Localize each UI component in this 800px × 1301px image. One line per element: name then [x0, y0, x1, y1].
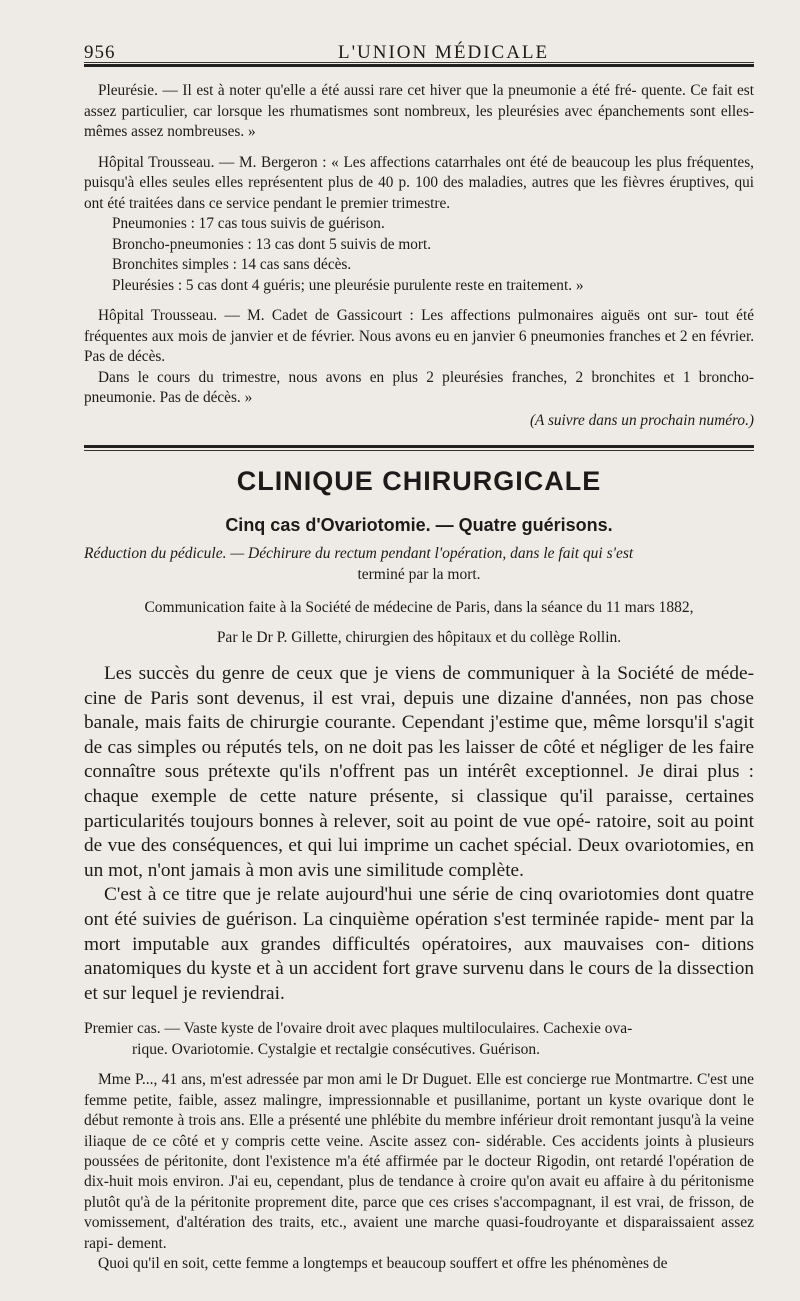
pleuresie-paragraph: Pleurésie. — Il est à noter qu'elle a été aussi rare cet hiver que la pneumonie a été fré- quente. Ce fait est assez particulier, car lorsque les rhumatismes sont nombreux, les pleurésies avec épanchements sont elles-mêmes assez nombreuses. »	[84, 82, 754, 140]
article-subtitle: Réduction du pédicule. — Déchirure du rectum pendant l'opération, dans le fait qui s'est terminé par la mort.	[84, 545, 634, 583]
case-1-paragraph-2: Quoi qu'il en soit, cette femme a longtemps et beaucoup souffert et offre les phénomènes de	[98, 1254, 668, 1272]
section-divider	[84, 445, 754, 451]
header-rule-thick	[84, 64, 754, 67]
list-pneumonies: Pneumonies : 17 cas tous suivis de guérison.	[112, 215, 385, 232]
intro-paragraph-1: Les succès du genre de ceux que je viens de communiquer à la Société de méde- cine de Paris sont devenus, il est vrai, depuis une dizaine d'années, non pas chose banale, mais faits de chirurgie courante. Cependant j'estime que, même lorsqu'il s'agit de cas simples ou réputés tels, on ne doit pas les laisser de côté et négliger de les faire connaître sous prétexte qu'ils n'offrent pas un intérêt exceptionnel. Je dirai plus : chaque exemple de cette nature présente, si classique qu'il paraisse, certaines particularités toujours bonnes à relever, soit au point de vue opé- ratoire, soit au point de vue des conséquences, et qui lui imprime un cachet spécial. Deux ovariotomies, en un mot, n'ont jamais à mon avis une similitude complète.	[84, 663, 755, 881]
case-1-paragraph-1: Mme P..., 41 ans, m'est adressée par mon ami le Dr Duguet. Elle est concierge rue Montmartre. C'est une femme petite, faible, assez malingre, impressionnable et pusillanime, portant un kyste ovarique dont le début remonte à trois ans. Elle a présenté une phlébite du membre inférieur droit remontant jusqu'à la veine iliaque de ce côté et y compris cette veine. Ascite assez con- sidérable. Ces accidents joints à plusieurs poussées de péritonite, dont l'existence m'a été affirmée par le docteur Rigodin, ont retardé l'opération de dix-huit mois environ. J'ai eu, cependant, plus de tendance à croire qu'on avait eu affaire à du péritonisme plutôt qu'à de la péritonite proprement dite, parce que ces crises s'accompagnant, il est vrai, de frisson, de vomissement, d'altération des traits, etc., avaient une marche quasi-foudroyante et disparaissaient assez rapi- dement.	[84, 1071, 755, 1252]
trimester-paragraph: Dans le cours du trimestre, nous avons en plus 2 pleurésies franches, 2 bronchites et 1 broncho-pneumonie. Pas de décès. »	[84, 368, 755, 406]
intro-paragraph-2: C'est à ce titre que je relate aujourd'hui une série de cinq ovariotomies dont quatre ont été suivies de guérison. La cinquième opération s'est terminée rapide- ment par la mort imputable aux grandes difficultés opératoires, aux mauvaises con- ditions anatomiques du kyste et à un accident fort grave survenu dans le cours de la dissection et sur lequel je reviendrai.	[84, 884, 755, 1004]
list-bronchites: Bronchites simples : 14 cas sans décès.	[112, 256, 352, 273]
report-continuation	[84, 81, 754, 431]
article-title: Cinq cas d'Ovariotomie. — Quatre guérisons.	[225, 515, 613, 535]
bergeron-paragraph: Hôpital Trousseau. — M. Bergeron : « Les affections catarrhales ont été de beaucoup les plus fréquentes, puisqu'à elles seules elles représentent plus de 40 p. 100 des maladies, autres que les fièvres éruptives, qui ont été traitées dans ce service pendant le premier trimestre.	[84, 153, 755, 212]
page-number: 956	[84, 42, 116, 63]
cadet-paragraph: Hôpital Trousseau. — M. Cadet de Gassicourt : Les affections pulmonaires aiguës ont sur- tout été fréquentes aux mois de janvier et de février. Nous avons eu en janvier 6 pneumonies franches et 2 en février. Pas de décès.	[84, 307, 755, 365]
case-1-heading: Premier cas. — Vaste kyste de l'ovaire droit avec plaques multiloculaires. Cachexie ova- rique. Ovariotomie. Cystalgie et rectalgie consécutives. Guérison.	[84, 1020, 633, 1059]
journal-title: L'UNION MÉDICALE	[338, 42, 550, 63]
to-be-continued: (A suivre dans un prochain numéro.)	[529, 411, 754, 429]
list-broncho-pneumonies: Broncho-pneumonies : 13 cas dont 5 suivis de mort.	[112, 235, 432, 253]
author-line: Par le Dr P. Gillette, chirurgien des hôpitaux et du collège Rollin.	[216, 629, 622, 646]
section-title: CLINIQUE CHIRURGICALE	[236, 466, 602, 496]
communication-note: Communication faite à la Société de médecine de Paris, dans la séance du 11 mars 1882,	[144, 599, 694, 616]
running-head	[84, 32, 754, 63]
article-introduction	[84, 662, 754, 1006]
case-1-body	[84, 1070, 754, 1274]
list-pleuresies: Pleurésies : 5 cas dont 4 guéris; une pleurésie purulente reste en traitement. »	[112, 276, 584, 294]
